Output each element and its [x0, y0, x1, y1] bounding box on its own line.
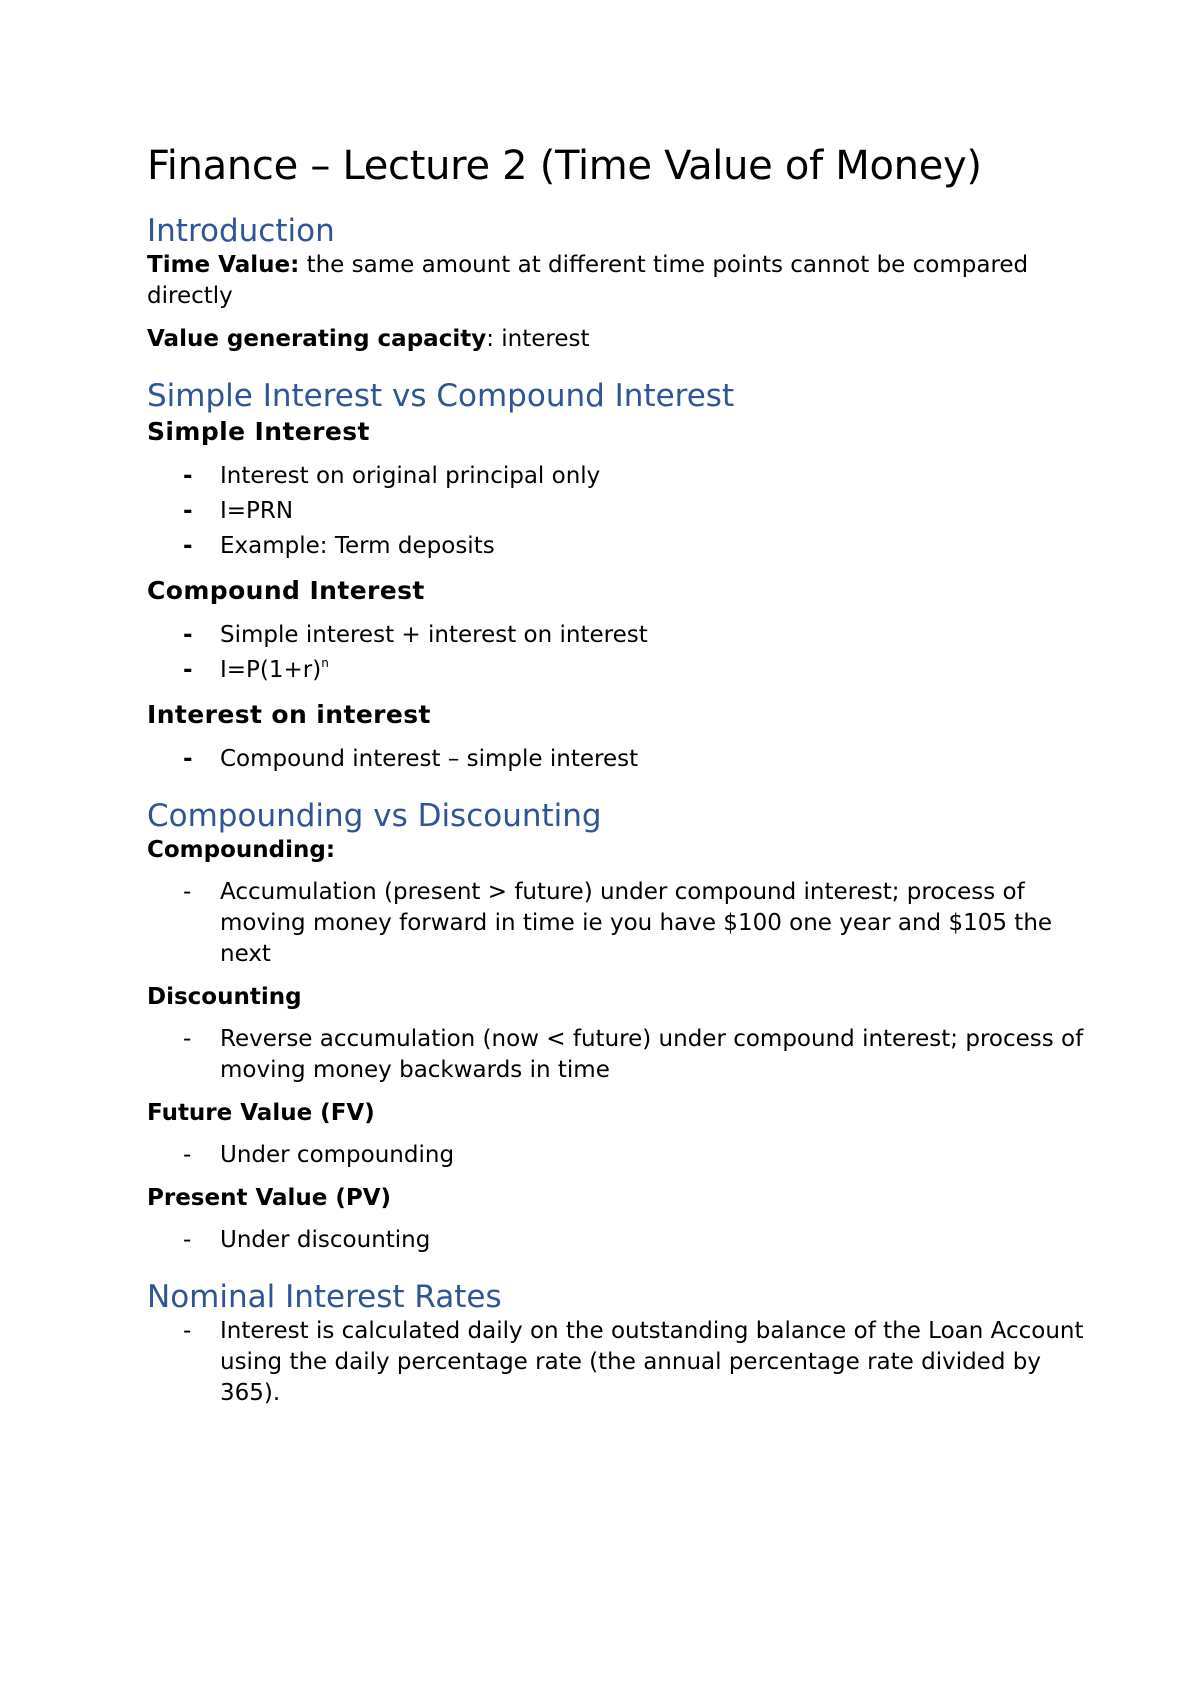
list-item: - I=PRN: [147, 496, 1087, 527]
list-item: - Simple interest + interest on interest: [147, 620, 1087, 651]
present-value-list: [147, 1225, 1087, 1256]
vgc-text: : interest: [486, 326, 590, 352]
list-item: - Accumulation (present > future) under compound interest; process of moving money forward in time ie you have $100 one year and $105 the next: [183, 879, 1053, 967]
vgc-label: Value generating capacity: [147, 326, 487, 352]
heading-present-value: Present Value (PV): [147, 1185, 392, 1211]
time-value-paragraph: [147, 250, 1087, 312]
dash-bullet: -: [183, 498, 193, 524]
dash-bullet: -: [183, 746, 193, 772]
compound-formula: I=P(1+r): [220, 657, 322, 683]
heading-simple-interest: Simple Interest: [147, 417, 370, 446]
heading-introduction: Introduction: [147, 213, 335, 249]
interest-on-interest-list: [147, 744, 1087, 775]
heading-nominal-interest-rates: Nominal Interest Rates: [147, 1279, 502, 1315]
value-generating-capacity-paragraph: [147, 324, 1087, 355]
list-item: - Compound interest – simple interest: [147, 744, 1087, 775]
simple-interest-list: [147, 461, 1087, 562]
list-item: - Example: Term deposits: [147, 531, 1087, 562]
compound-interest-list: [147, 620, 1087, 686]
dash-bullet: -: [183, 463, 193, 489]
list-item: - Interest is calculated daily on the outstanding balance of the Loan Account using the daily percentage rate (the annual percentage rate divided by 365).: [183, 1318, 1084, 1406]
list-item: - Under compounding: [147, 1140, 1087, 1171]
discounting-list: [147, 1024, 1087, 1086]
heading-compound-interest: Compound Interest: [147, 576, 425, 605]
heading-compounding: Compounding:: [147, 837, 336, 863]
time-value-label: Time Value:: [147, 252, 300, 278]
dash-bullet: -: [183, 622, 193, 648]
heading-compounding-vs-discounting: Compounding vs Discounting: [147, 798, 602, 834]
list-item: - Interest on original principal only: [147, 461, 1087, 492]
heading-simple-vs-compound: Simple Interest vs Compound Interest: [147, 378, 735, 414]
list-item: - Under discounting: [147, 1225, 1087, 1256]
dash-bullet: -: [183, 1026, 192, 1052]
dash-bullet: -: [183, 879, 192, 905]
document-title: Finance – Lecture 2 (Time Value of Money): [147, 143, 982, 189]
heading-interest-on-interest: Interest on interest: [147, 700, 431, 729]
heading-discounting: Discounting: [147, 984, 302, 1010]
list-item: [147, 655, 1087, 686]
list-item: - Reverse accumulation (now < future) under compound interest; process of moving money backwards in time: [183, 1026, 1084, 1083]
time-value-text: the same amount at different time points cannot be compared directly: [147, 252, 1029, 309]
document-page: [147, 140, 1087, 1409]
nominal-list: [147, 1316, 1087, 1409]
dash-bullet: -: [183, 657, 193, 683]
dash-bullet: -: [183, 1227, 192, 1253]
compounding-list: [147, 877, 1087, 970]
dash-bullet: -: [183, 1142, 192, 1168]
future-value-list: [147, 1140, 1087, 1171]
dash-bullet: -: [183, 1318, 192, 1344]
dash-bullet: -: [183, 533, 193, 559]
formula-exponent: n: [321, 656, 329, 670]
heading-future-value: Future Value (FV): [147, 1100, 375, 1126]
